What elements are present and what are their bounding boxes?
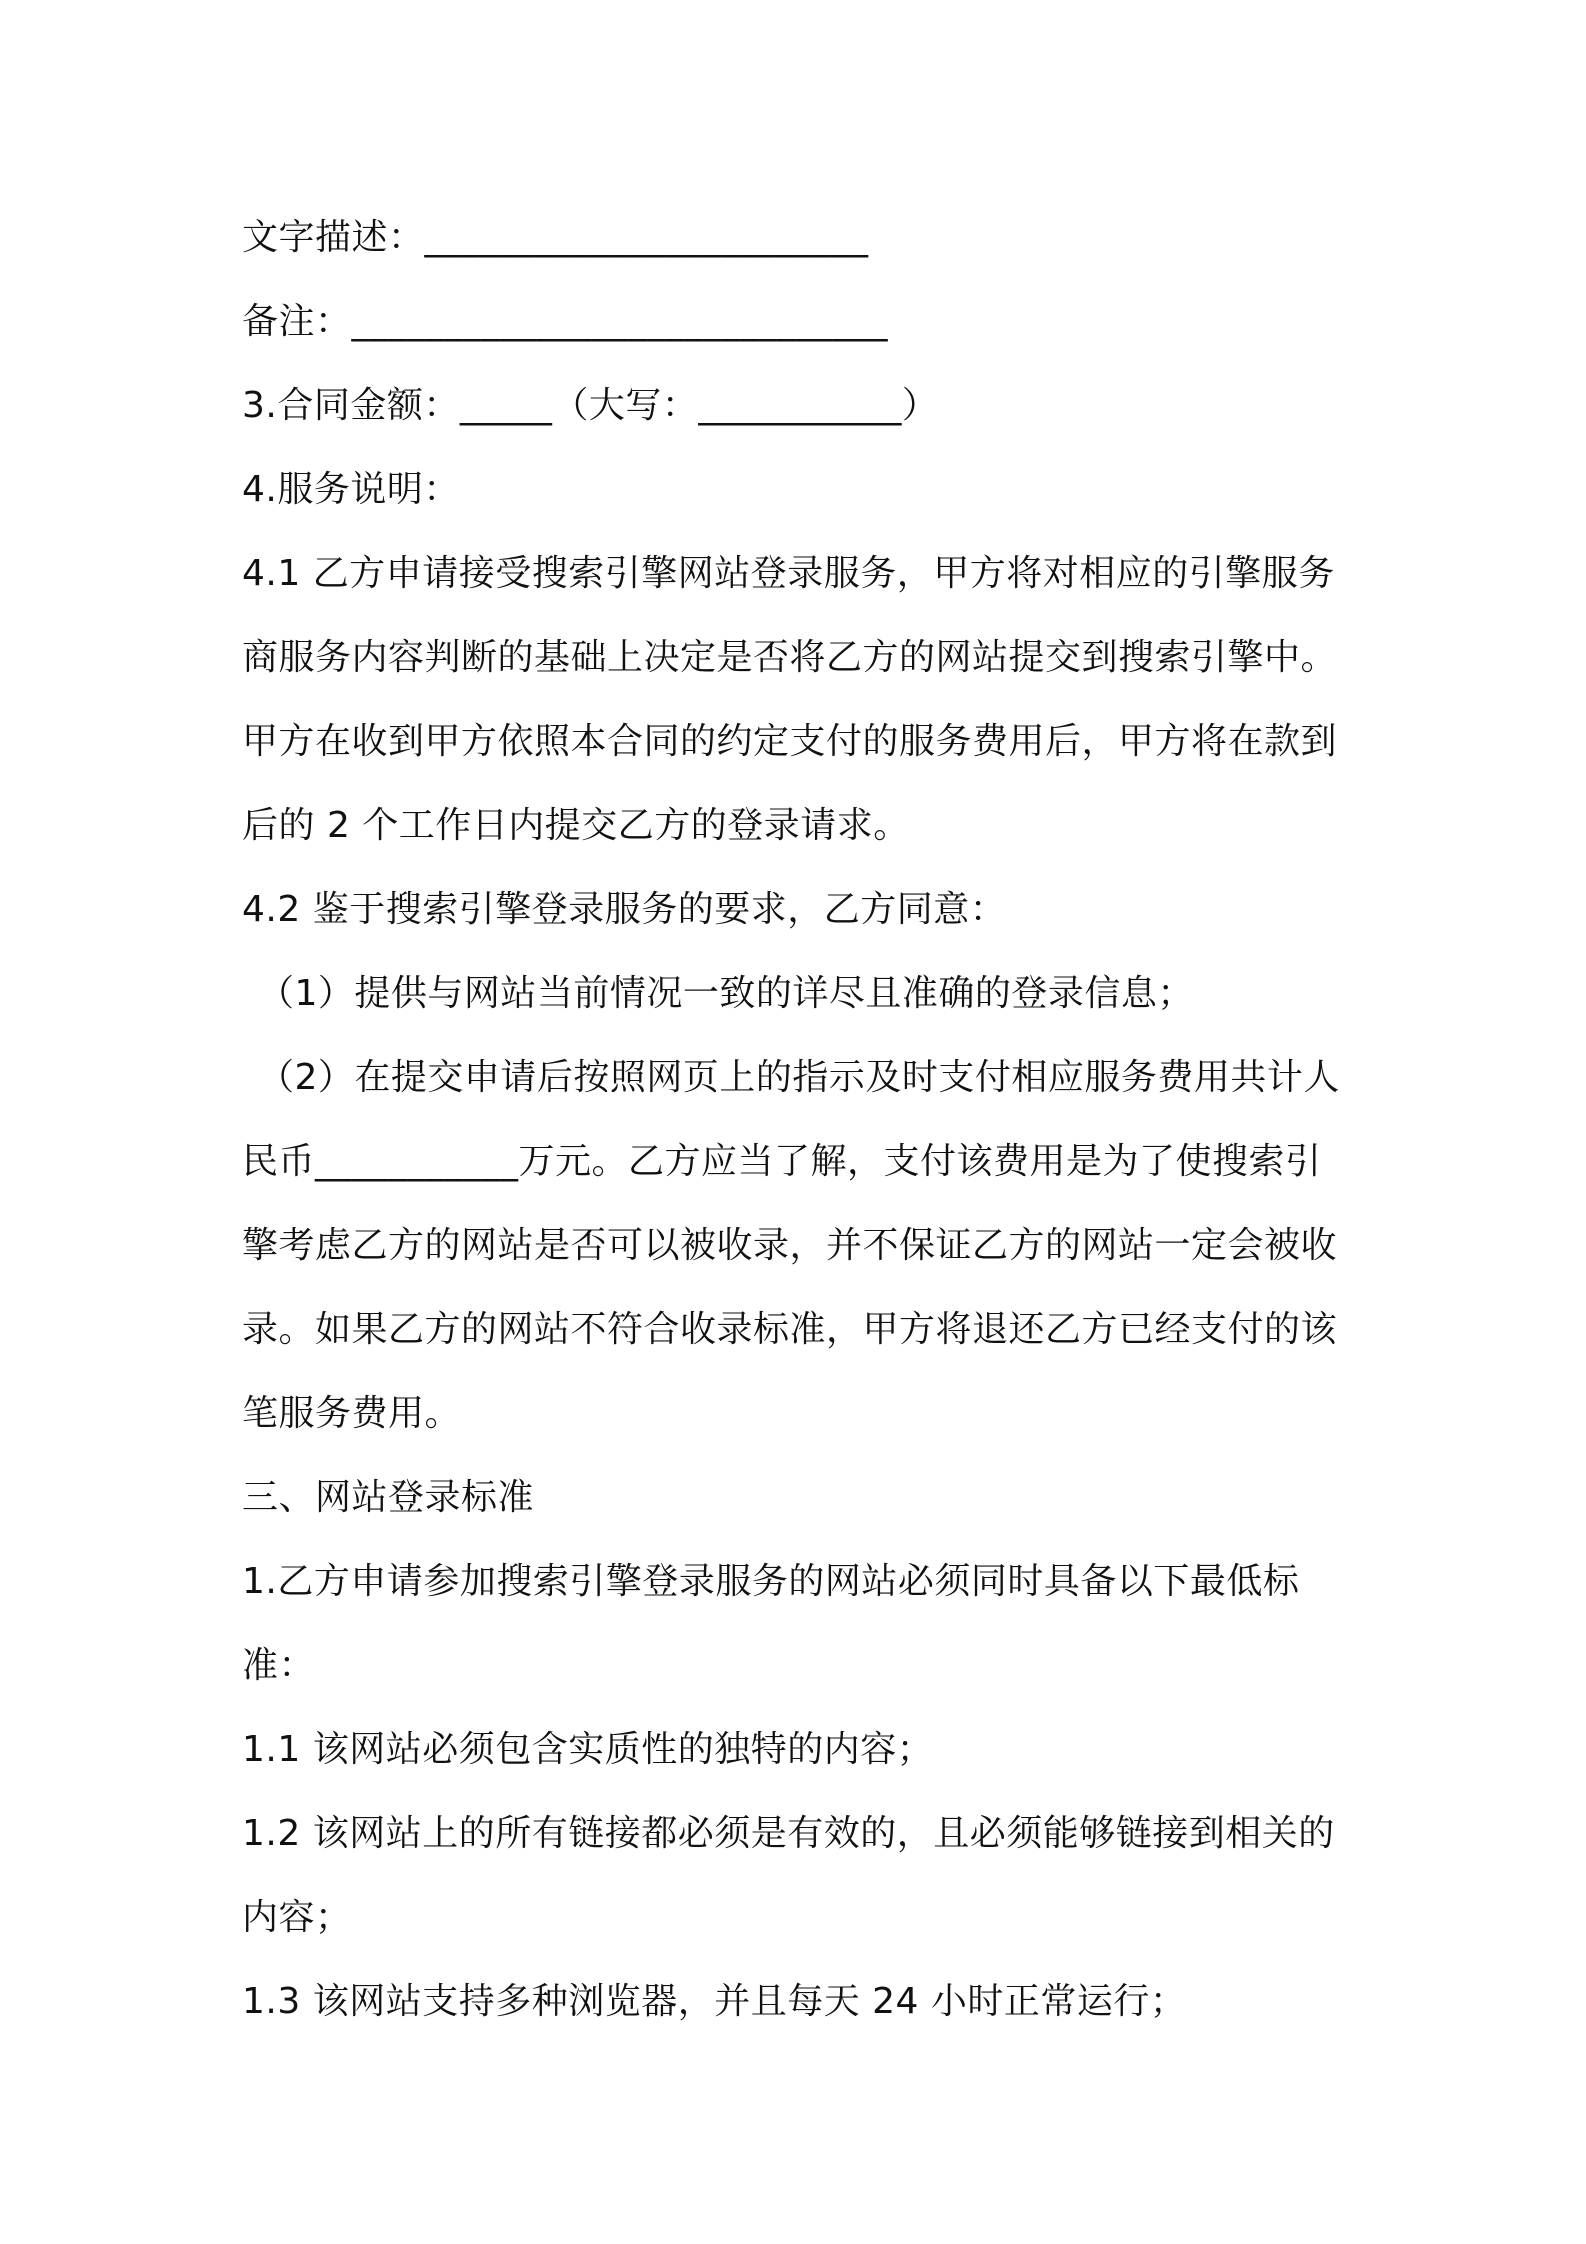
contract-amount-field: 3.合同金额：_____（大写：___________） <box>242 385 939 426</box>
section-heading-website-standards: 三、网站登录标准 <box>242 1477 535 1518</box>
paragraph-line: 录。如果乙方的网站不符合收录标准，甲方将退还乙方已经支付的该 <box>242 1309 1338 1350</box>
document-body <box>242 196 1362 2044</box>
clause-1-2: 1.2 该网站上的所有链接都必须是有效的，且必须能够链接到相关的 <box>242 1813 1335 1854</box>
paragraph-line: 民币___________万元。乙方应当了解，支付该费用是为了使搜索引 <box>242 1141 1322 1182</box>
paragraph-line: 后的 2 个工作日内提交乙方的登录请求。 <box>242 805 910 846</box>
paragraph-line: 甲方在收到甲方依照本合同的约定支付的服务费用后，甲方将在款到 <box>242 721 1338 762</box>
paragraph-line: 笔服务费用。 <box>242 1393 462 1434</box>
paragraph-line: 商服务内容判断的基础上决定是否将乙方的网站提交到搜索引擎中。 <box>242 637 1338 678</box>
remarks-field: 备注：_____________________________ <box>242 301 889 342</box>
paragraph-line: 准： <box>242 1645 316 1686</box>
clause-4-2: 4.2 鉴于搜索引擎登录服务的要求，乙方同意： <box>242 889 1007 930</box>
text-description-field: 文字描述：________________________ <box>242 217 869 258</box>
paragraph-line: 1.乙方申请参加搜索引擎登录服务的网站必须同时具备以下最低标 <box>242 1561 1300 1602</box>
list-item-2: （2）在提交申请后按照网页上的指示及时支付相应服务费用共计人 <box>258 1057 1340 1098</box>
clause-1-1: 1.1 该网站必须包含实质性的独特的内容； <box>242 1729 934 1770</box>
clause-1-3: 1.3 该网站支持多种浏览器，并且每天 24 小时正常运行； <box>242 1981 1187 2022</box>
paragraph-line: 擎考虑乙方的网站是否可以被收录，并不保证乙方的网站一定会被收 <box>242 1225 1338 1266</box>
list-item-1: （1）提供与网站当前情况一致的详尽且准确的登录信息； <box>258 973 1194 1014</box>
section-heading-service-description: 4.服务说明： <box>242 469 460 510</box>
paragraph-line: 内容； <box>242 1897 352 1938</box>
paragraph-line: 4.1 乙方申请接受搜索引擎网站登录服务，甲方将对相应的引擎服务 <box>242 553 1335 594</box>
